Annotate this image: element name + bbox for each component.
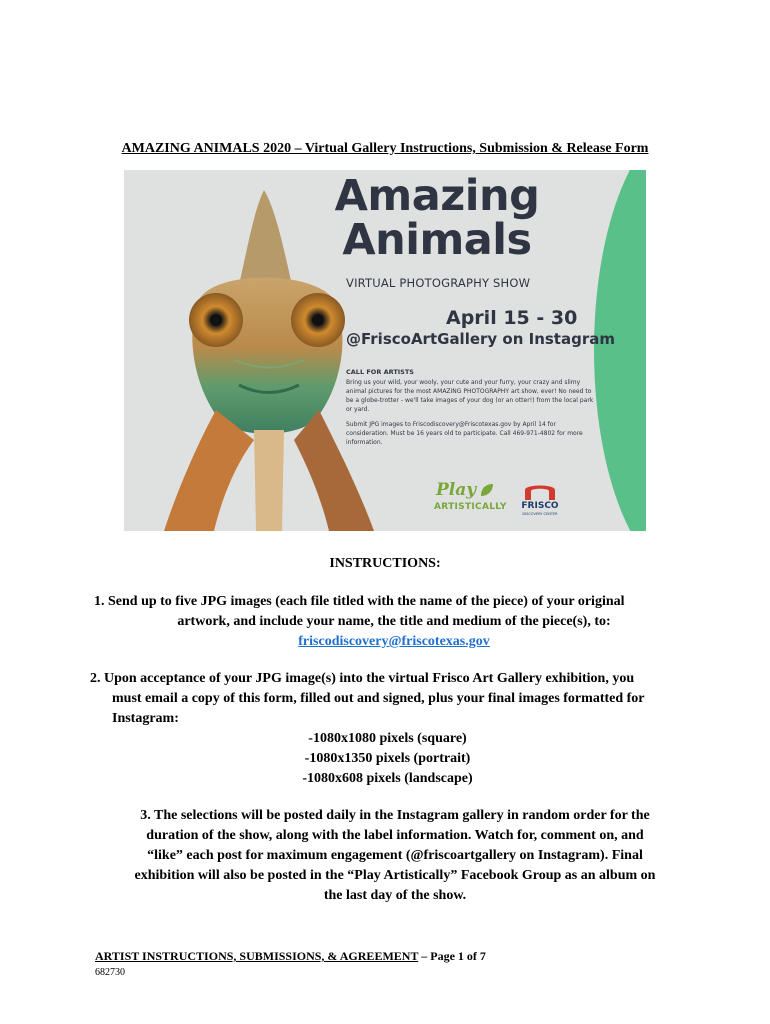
- document-id: 682730: [95, 967, 125, 978]
- instruction-1-line-2: artwork, and include your name, the title and medium of the piece(s), to:: [177, 614, 611, 629]
- poster-title: [287, 171, 587, 265]
- poster-green-arc: [594, 170, 646, 531]
- poster-title-line2: Animals: [342, 215, 532, 265]
- document-title: AMAZING ANIMALS 2020 – Virtual Gallery Instructions, Submission & Release Form: [121, 141, 649, 156]
- instruction-item-2: [90, 669, 700, 789]
- artistically-logo-word: ARTISTICALLY: [434, 502, 507, 512]
- instruction-2-line-2: must email a copy of this form, filled out and signed, plus your final images formatted for: [112, 691, 645, 706]
- instruction-1-line-1: 1. Send up to five JPG images (each file titled with the name of the piece) of your original: [94, 594, 625, 609]
- leaf-icon: [480, 483, 494, 497]
- image-spec-square: -1080x1080 pixels (square): [308, 731, 467, 746]
- frisco-arch-icon: [523, 482, 557, 500]
- instruction-3-line-1: 3. The selections will be posted daily in the Instagram gallery in random order for the: [140, 808, 650, 823]
- event-poster: [124, 170, 646, 531]
- instruction-3-line-3: “like” each post for maximum engagement (@friscoartgallery on Instagram). Final: [147, 848, 643, 863]
- instructions-heading: INSTRUCTIONS:: [329, 556, 441, 571]
- instruction-2-line-1: 2. Upon acceptance of your JPG image(s) into the virtual Frisco Art Gallery exhibition, you: [90, 671, 635, 686]
- instruction-item-1: [94, 592, 694, 652]
- frisco-logo-subtext: DISCOVERY CENTER: [522, 512, 558, 516]
- poster-body-text: Bring us your wild, your wooly, your cute and your furry, your crazy and slimy animal pictures for the most AMAZING PHOTOGRAPHY art show, ever! No need to be a globe-trotter - we'll take images of your dog (or an otter!) from the local park or yard.: [346, 379, 594, 413]
- poster-title-line1: Amazing: [334, 171, 540, 221]
- play-artistically-logo: [430, 480, 507, 520]
- instruction-2-line-3: Instagram:: [112, 711, 179, 726]
- frisco-discovery-logo: [512, 482, 568, 520]
- page-footer: [95, 949, 486, 964]
- poster-instagram-handle: @FriscoArtGallery on Instagram: [346, 330, 615, 348]
- poster-call-heading: CALL FOR ARTISTS: [346, 368, 414, 376]
- image-spec-portrait: -1080x1350 pixels (portrait): [304, 751, 471, 766]
- footer-page-number: – Page 1 of 7: [418, 949, 486, 963]
- play-logo-word: Play: [436, 480, 477, 500]
- footer-label: ARTIST INSTRUCTIONS, SUBMISSIONS, & AGREEMENT: [95, 949, 419, 963]
- poster-dates: April 15 - 30: [446, 307, 578, 329]
- instruction-3-line-2: duration of the show, along with the label information. Watch for, comment on, and: [146, 828, 644, 843]
- submission-email-link[interactable]: friscodiscovery@friscotexas.gov: [298, 634, 490, 649]
- instruction-3-line-4: exhibition will also be posted in the “Play Artistically” Facebook Group as an album on: [134, 868, 656, 883]
- image-spec-landscape: -1080x608 pixels (landscape): [302, 771, 473, 786]
- frisco-logo-word: FRISCO: [521, 501, 559, 511]
- instruction-3-line-5: the last day of the show.: [323, 888, 467, 903]
- poster-submit-text: Submit JPG images to Friscodiscovery@Friscotexas.gov by April 14 for consideration. Must be 16 years old to participate. Call 469-971-4802 for more information.: [346, 421, 583, 446]
- poster-subtitle: VIRTUAL PHOTOGRAPHY SHOW: [346, 276, 531, 290]
- instruction-item-3: [100, 806, 690, 906]
